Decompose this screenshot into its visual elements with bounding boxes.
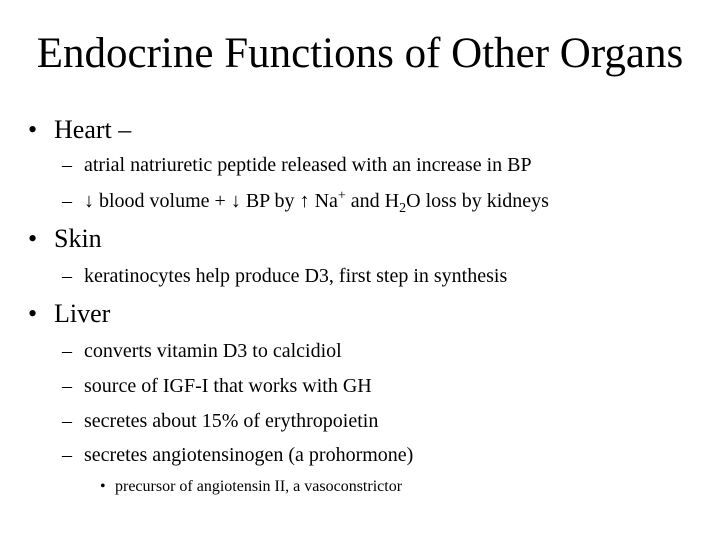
- heart-item-anp-text: atrial natriuretic peptide released with an increase in BP: [84, 154, 532, 176]
- dash-marker: –: [62, 190, 72, 212]
- bullet-heart-label: Heart –: [54, 115, 132, 144]
- dash-marker: –: [62, 444, 72, 466]
- dash-marker: –: [62, 154, 72, 176]
- effects-part-4: O loss by kidneys: [406, 190, 549, 212]
- up-arrow-icon: ↑: [299, 190, 310, 212]
- bullet-liver-label: Liver: [54, 299, 111, 328]
- effects-part-2: BP by: [245, 190, 295, 212]
- dash-marker: –: [62, 410, 72, 432]
- heart-item-effects-text: [84, 188, 549, 216]
- bullet-marker: •: [100, 478, 106, 495]
- effects-part-1: blood volume +: [99, 190, 226, 212]
- effects-part-3: and H: [350, 190, 400, 212]
- skin-item-text: keratinocytes help produce D3, first step in synthesis: [84, 265, 508, 287]
- slide-title: Endocrine Functions of Other Organs: [36, 30, 684, 77]
- liver-item-text: converts vitamin D3 to calcidiol: [84, 340, 342, 362]
- liver-item-text: secretes angiotensinogen (a prohormone): [84, 444, 414, 466]
- bullet-skin-label: Skin: [54, 224, 102, 253]
- bullet-marker: •: [28, 224, 38, 253]
- sodium-symbol: Na: [314, 190, 338, 212]
- dash-marker: –: [62, 340, 72, 362]
- water-subscript: 2: [399, 201, 407, 216]
- bullet-marker: •: [28, 115, 38, 144]
- liver-item-text: source of IGF-I that works with GH: [84, 375, 372, 397]
- sodium-charge: +: [337, 188, 346, 204]
- liver-subitem-text: precursor of angiotensin II, a vasoconstrictor: [115, 478, 403, 495]
- liver-item-text: secretes about 15% of erythropoietin: [84, 410, 379, 432]
- bullet-marker: •: [28, 299, 38, 328]
- dash-marker: –: [62, 265, 72, 287]
- down-arrow-icon: ↓: [84, 190, 94, 212]
- dash-marker: –: [62, 375, 72, 397]
- down-arrow-icon: ↓: [230, 190, 241, 212]
